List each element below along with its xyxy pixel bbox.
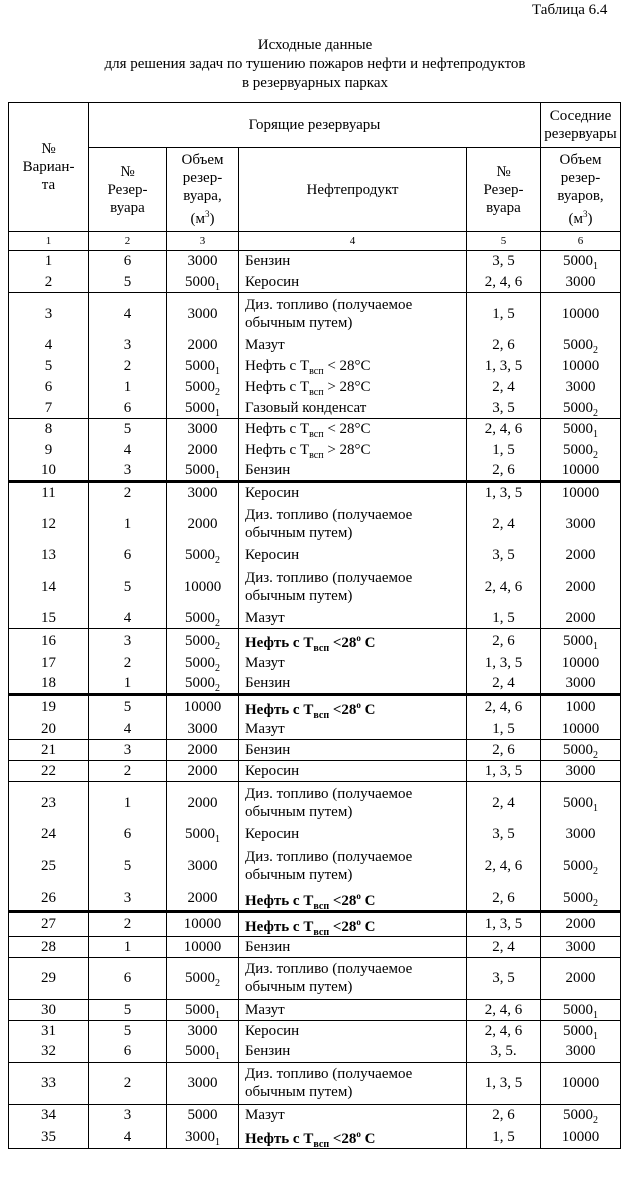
cell-variant: 1 (9, 251, 89, 272)
cell-neighbor-vol: 3000 (541, 503, 621, 545)
header-neighbor-vol: Объем резер- вуаров, $(м^3)$ (541, 148, 621, 232)
cell-neighbor-num: 1, 3, 5 (467, 652, 541, 673)
cell-burning-num: 4 (89, 719, 167, 740)
cell-product: Нефть с $Т_{всп} <28^о$ С (239, 694, 467, 719)
cell-neighbor-vol: $5000_2$ (541, 740, 621, 761)
cell-neighbor-vol: $5000_2$ (541, 398, 621, 419)
cell-product: Мазут (239, 719, 467, 740)
cell-variant: 16 (9, 629, 89, 653)
cell-burning-vol: 5000 (167, 1104, 239, 1125)
cell-variant: 26 (9, 887, 89, 912)
cell-burning-vol: 3000 (167, 482, 239, 503)
cell-variant: 34 (9, 1104, 89, 1125)
cell-neighbor-vol: $5000_1$ (541, 782, 621, 824)
table-row (9, 719, 621, 740)
header-neighbor-group: Соседние резервуары (541, 103, 621, 148)
cell-neighbor-num: 1, 5 (467, 293, 541, 335)
cell-neighbor-num: 3, 5 (467, 398, 541, 419)
table-row (9, 740, 621, 761)
cell-variant: 22 (9, 761, 89, 782)
column-number: 5 (467, 232, 541, 251)
cell-variant: 21 (9, 740, 89, 761)
table-row (9, 293, 621, 335)
cell-neighbor-vol: 3000 (541, 377, 621, 398)
column-number: 3 (167, 232, 239, 251)
header-burning-group: Горящие резервуары (89, 103, 541, 148)
table-row (9, 272, 621, 293)
cell-burning-num: 5 (89, 694, 167, 719)
cell-variant: 15 (9, 608, 89, 629)
cell-product: Керосин (239, 761, 467, 782)
cell-neighbor-num: 2, 6 (467, 1104, 541, 1125)
table-row (9, 1125, 621, 1149)
cell-product: Диз. топливо (получаемое обычным путем) (239, 782, 467, 824)
cell-product: Бензин (239, 1041, 467, 1062)
cell-product: Газовый конденсат (239, 398, 467, 419)
cell-neighbor-num: 2, 4 (467, 377, 541, 398)
cell-neighbor-num: 2, 4, 6 (467, 566, 541, 608)
cell-burning-num: 6 (89, 824, 167, 845)
table-row (9, 608, 621, 629)
cell-neighbor-vol: 2000 (541, 608, 621, 629)
column-number: 4 (239, 232, 467, 251)
cell-burning-num: 5 (89, 419, 167, 440)
cell-burning-num: 4 (89, 440, 167, 461)
cell-variant: 30 (9, 999, 89, 1020)
cell-burning-num: 5 (89, 566, 167, 608)
cell-neighbor-vol: $5000_1$ (541, 419, 621, 440)
cell-neighbor-num: 2, 4 (467, 503, 541, 545)
table-row (9, 1020, 621, 1041)
cell-neighbor-num: 2, 4, 6 (467, 272, 541, 293)
table-row (9, 482, 621, 503)
cell-burning-num: 1 (89, 503, 167, 545)
table-row (9, 545, 621, 566)
cell-burning-vol: $5000_1$ (167, 398, 239, 419)
header-burning-num: № Резер- вуара (89, 148, 167, 232)
cell-product: Диз. топливо (получаемое обычным путем) (239, 293, 467, 335)
cell-burning-num: 2 (89, 482, 167, 503)
cell-neighbor-num: 2, 6 (467, 461, 541, 482)
cell-neighbor-vol: 10000 (541, 356, 621, 377)
cell-variant: 29 (9, 957, 89, 999)
cell-neighbor-num: 3, 5 (467, 824, 541, 845)
cell-product: Керосин (239, 482, 467, 503)
cell-product: Мазут (239, 999, 467, 1020)
table-row (9, 566, 621, 608)
cell-burning-vol: $5000_2$ (167, 545, 239, 566)
cell-neighbor-num: 2, 4, 6 (467, 1020, 541, 1041)
cell-variant: 12 (9, 503, 89, 545)
table-body (9, 251, 621, 1149)
cell-variant: 33 (9, 1062, 89, 1104)
cell-neighbor-num: 1, 3, 5 (467, 911, 541, 936)
cell-neighbor-num: 1, 5 (467, 1125, 541, 1149)
cell-variant: 8 (9, 419, 89, 440)
cell-burning-vol: $5000_1$ (167, 824, 239, 845)
cell-neighbor-num: 2, 4 (467, 936, 541, 957)
cell-neighbor-num: 2, 4, 6 (467, 694, 541, 719)
cell-product: Нефть с $Т_{всп} < 28^\circ С$ (239, 356, 467, 377)
cell-variant: 20 (9, 719, 89, 740)
cell-product: Нефть с $Т_{всп} > 28^\circ С$ (239, 377, 467, 398)
cell-burning-vol: $5000_1$ (167, 272, 239, 293)
cell-neighbor-vol: 10000 (541, 482, 621, 503)
cell-neighbor-vol: 2000 (541, 566, 621, 608)
cell-neighbor-num: 2, 4 (467, 782, 541, 824)
cell-neighbor-vol: 2000 (541, 957, 621, 999)
column-number: 2 (89, 232, 167, 251)
cell-variant: 27 (9, 911, 89, 936)
cell-neighbor-vol: 10000 (541, 1062, 621, 1104)
table-row (9, 957, 621, 999)
cell-burning-vol: $5000_1$ (167, 1041, 239, 1062)
cell-burning-vol: 2000 (167, 740, 239, 761)
table-row (9, 694, 621, 719)
cell-burning-vol: $5000_2$ (167, 957, 239, 999)
cell-product: Нефть с $Т_{всп} < 28^\circ С$ (239, 419, 467, 440)
cell-burning-vol: $3000_1$ (167, 1125, 239, 1149)
table-row (9, 652, 621, 673)
cell-neighbor-vol: 10000 (541, 1125, 621, 1149)
cell-variant: 32 (9, 1041, 89, 1062)
cell-product: Керосин (239, 824, 467, 845)
cell-product: Мазут (239, 652, 467, 673)
cell-neighbor-num: 2, 6 (467, 740, 541, 761)
table-row (9, 461, 621, 482)
table-row (9, 419, 621, 440)
cell-burning-vol: $5000_2$ (167, 673, 239, 694)
cell-burning-num: 2 (89, 1062, 167, 1104)
cell-neighbor-vol: $5000_2$ (541, 440, 621, 461)
cell-neighbor-num: 3, 5 (467, 251, 541, 272)
cell-burning-num: 3 (89, 461, 167, 482)
cell-neighbor-vol: 10000 (541, 461, 621, 482)
cell-burning-num: 2 (89, 356, 167, 377)
cell-burning-vol: 10000 (167, 694, 239, 719)
table-row (9, 999, 621, 1020)
cell-burning-vol: 3000 (167, 1062, 239, 1104)
table-row (9, 673, 621, 694)
cell-product: Нефть с $Т_{всп} <28^о$ С (239, 1125, 467, 1149)
cell-variant: 13 (9, 545, 89, 566)
cell-product: Керосин (239, 545, 467, 566)
cell-product: Диз. топливо (получаемое обычным путем) (239, 566, 467, 608)
cell-neighbor-vol: $5000_2$ (541, 335, 621, 356)
cell-burning-vol: 3000 (167, 1020, 239, 1041)
cell-product: Керосин (239, 272, 467, 293)
cell-neighbor-num: 1, 3, 5 (467, 356, 541, 377)
cell-neighbor-vol: 3000 (541, 824, 621, 845)
cell-variant: 24 (9, 824, 89, 845)
cell-neighbor-num: 2, 4, 6 (467, 419, 541, 440)
table-row (9, 1041, 621, 1062)
cell-product: Бензин (239, 936, 467, 957)
cell-neighbor-num: 1, 3, 5 (467, 482, 541, 503)
cell-variant: 25 (9, 845, 89, 887)
cell-neighbor-vol: 3000 (541, 761, 621, 782)
cell-variant: 14 (9, 566, 89, 608)
cell-product: Бензин (239, 461, 467, 482)
table-row (9, 398, 621, 419)
cell-neighbor-vol: 10000 (541, 293, 621, 335)
cell-burning-vol: 10000 (167, 936, 239, 957)
cell-burning-num: 2 (89, 911, 167, 936)
cell-burning-vol: 3000 (167, 293, 239, 335)
cell-neighbor-vol: 10000 (541, 719, 621, 740)
caption-line-3: в резервуарных парках (241, 75, 389, 91)
column-number: 1 (9, 232, 89, 251)
cell-variant: 2 (9, 272, 89, 293)
cell-neighbor-vol: 3000 (541, 673, 621, 694)
cell-burning-num: 6 (89, 957, 167, 999)
table-row (9, 782, 621, 824)
cell-neighbor-vol: $5000_1$ (541, 1020, 621, 1041)
cell-burning-num: 5 (89, 999, 167, 1020)
cell-variant: 28 (9, 936, 89, 957)
cell-burning-num: 3 (89, 740, 167, 761)
cell-neighbor-num: 2, 6 (467, 629, 541, 653)
cell-burning-vol: 2000 (167, 761, 239, 782)
cell-variant: 9 (9, 440, 89, 461)
cell-burning-vol: $5000_2$ (167, 377, 239, 398)
header-product: Нефтепродукт (239, 148, 467, 232)
cell-variant: 18 (9, 673, 89, 694)
table-row (9, 251, 621, 272)
cell-variant: 31 (9, 1020, 89, 1041)
cell-neighbor-vol: 2000 (541, 911, 621, 936)
cell-variant: 11 (9, 482, 89, 503)
cell-burning-vol: 2000 (167, 782, 239, 824)
cell-neighbor-vol: $5000_2$ (541, 845, 621, 887)
cell-neighbor-num: 1, 5 (467, 719, 541, 740)
column-number: 6 (541, 232, 621, 251)
cell-variant: 35 (9, 1125, 89, 1149)
cell-neighbor-num: 2, 4 (467, 673, 541, 694)
cell-neighbor-num: 2, 6 (467, 887, 541, 912)
cell-burning-num: 3 (89, 335, 167, 356)
cell-burning-vol: $5000_1$ (167, 999, 239, 1020)
cell-product: Керосин (239, 1020, 467, 1041)
cell-variant: 5 (9, 356, 89, 377)
cell-product: Бензин (239, 251, 467, 272)
table-row (9, 1062, 621, 1104)
table-row (9, 911, 621, 936)
cell-variant: 10 (9, 461, 89, 482)
cell-burning-vol: $5000_2$ (167, 629, 239, 653)
cell-neighbor-num: 2, 6 (467, 335, 541, 356)
cell-burning-num: 4 (89, 1125, 167, 1149)
cell-product: Мазут (239, 335, 467, 356)
cell-burning-vol: 3000 (167, 845, 239, 887)
cell-neighbor-vol: 10000 (541, 652, 621, 673)
table-label: Таблица 6.4 (532, 2, 608, 18)
cell-neighbor-vol: 2000 (541, 545, 621, 566)
cell-burning-num: 1 (89, 936, 167, 957)
table-row (9, 936, 621, 957)
cell-product: Нефть с $Т_{всп} <28^о$ С (239, 887, 467, 912)
cell-neighbor-num: 3, 5 (467, 957, 541, 999)
cell-variant: 7 (9, 398, 89, 419)
cell-burning-num: 3 (89, 887, 167, 912)
cell-neighbor-vol: $5000_2$ (541, 887, 621, 912)
cell-burning-vol: 3000 (167, 251, 239, 272)
cell-product: Нефть с $Т_{всп} <28^о$ С (239, 629, 467, 653)
table-row (9, 1104, 621, 1125)
cell-neighbor-vol: $5000_1$ (541, 251, 621, 272)
cell-neighbor-vol: $5000_2$ (541, 1104, 621, 1125)
table-row (9, 761, 621, 782)
cell-burning-vol: $5000_1$ (167, 461, 239, 482)
cell-neighbor-vol: 3000 (541, 936, 621, 957)
cell-burning-vol: $5000_2$ (167, 652, 239, 673)
table-row (9, 845, 621, 887)
table-row (9, 824, 621, 845)
cell-burning-vol: 10000 (167, 566, 239, 608)
caption-line-2: для решения задач по тушению пожаров нефти и нефтепродуктов (104, 56, 526, 72)
cell-neighbor-num: 2, 4, 6 (467, 999, 541, 1020)
cell-burning-num: 5 (89, 1020, 167, 1041)
cell-burning-vol: 2000 (167, 887, 239, 912)
cell-neighbor-num: 1, 3, 5 (467, 761, 541, 782)
cell-burning-vol: 3000 (167, 719, 239, 740)
cell-burning-num: 6 (89, 1041, 167, 1062)
cell-product: Диз. топливо (получаемое обычным путем) (239, 845, 467, 887)
table-row (9, 629, 621, 653)
cell-neighbor-vol: 3000 (541, 1041, 621, 1062)
cell-burning-vol: 10000 (167, 911, 239, 936)
cell-neighbor-num: 1, 5 (467, 608, 541, 629)
cell-product: Бензин (239, 740, 467, 761)
cell-burning-num: 5 (89, 272, 167, 293)
table-header (9, 103, 621, 251)
table-row (9, 377, 621, 398)
cell-burning-num: 6 (89, 251, 167, 272)
cell-burning-num: 6 (89, 545, 167, 566)
cell-neighbor-vol: 1000 (541, 694, 621, 719)
cell-burning-vol: 2000 (167, 335, 239, 356)
table-row (9, 440, 621, 461)
cell-variant: 19 (9, 694, 89, 719)
cell-neighbor-num: 3, 5. (467, 1041, 541, 1062)
cell-burning-num: 4 (89, 293, 167, 335)
cell-neighbor-num: 1, 5 (467, 440, 541, 461)
cell-product: Мазут (239, 1104, 467, 1125)
cell-burning-num: 2 (89, 761, 167, 782)
cell-neighbor-vol: 3000 (541, 272, 621, 293)
cell-product: Диз. топливо (получаемое обычным путем) (239, 1062, 467, 1104)
cell-neighbor-num: 2, 4, 6 (467, 845, 541, 887)
cell-burning-vol: 2000 (167, 503, 239, 545)
cell-product: Мазут (239, 608, 467, 629)
cell-variant: 17 (9, 652, 89, 673)
header-neighbor-num: № Резер- вуара (467, 148, 541, 232)
cell-neighbor-vol: $5000_1$ (541, 999, 621, 1020)
data-table (8, 102, 621, 1149)
header-variant: № Вариан- та (9, 103, 89, 232)
caption-line-1: Исходные данные (257, 37, 373, 53)
table-row (9, 356, 621, 377)
cell-neighbor-vol: $5000_1$ (541, 629, 621, 653)
cell-variant: 6 (9, 377, 89, 398)
cell-burning-num: 1 (89, 673, 167, 694)
cell-product: Бензин (239, 673, 467, 694)
cell-neighbor-num: 1, 3, 5 (467, 1062, 541, 1104)
table-row (9, 887, 621, 912)
table-row (9, 335, 621, 356)
cell-burning-vol: $5000_2$ (167, 608, 239, 629)
cell-burning-num: 1 (89, 377, 167, 398)
cell-burning-num: 3 (89, 629, 167, 653)
cell-burning-num: 6 (89, 398, 167, 419)
cell-burning-vol: 2000 (167, 440, 239, 461)
cell-burning-num: 1 (89, 782, 167, 824)
cell-variant: 3 (9, 293, 89, 335)
table-row (9, 503, 621, 545)
cell-burning-vol: 3000 (167, 419, 239, 440)
cell-product: Диз. топливо (получаемое обычным путем) (239, 957, 467, 999)
cell-product: Нефть с $Т_{всп} > 28^\circ С$ (239, 440, 467, 461)
cell-burning-vol: $5000_1$ (167, 356, 239, 377)
cell-burning-num: 4 (89, 608, 167, 629)
cell-burning-num: 3 (89, 1104, 167, 1125)
header-burning-vol: Объем резер- вуара, $(м^3)$ (167, 148, 239, 232)
cell-variant: 23 (9, 782, 89, 824)
cell-product: Диз. топливо (получаемое обычным путем) (239, 503, 467, 545)
cell-neighbor-num: 3, 5 (467, 545, 541, 566)
cell-product: Нефть с $Т_{всп} <28^о$ С (239, 911, 467, 936)
cell-variant: 4 (9, 335, 89, 356)
cell-burning-num: 5 (89, 845, 167, 887)
cell-burning-num: 2 (89, 652, 167, 673)
